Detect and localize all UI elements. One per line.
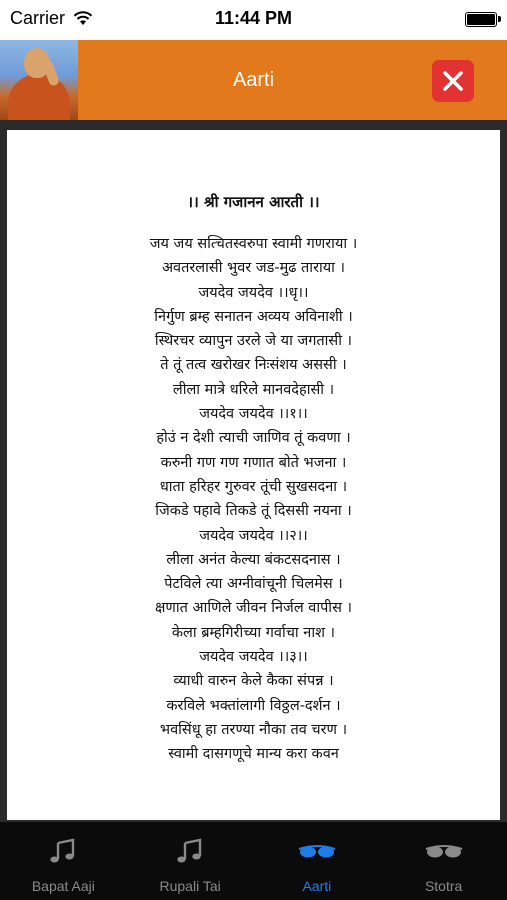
aarti-line: स्थिरचर व्यापुन उरले जे या जगतासी । [154,333,353,350]
tab-icon-wrap [380,836,507,866]
tab-bar [0,822,507,900]
aarti-line: ते तूं तत्व खरोखर निःसंशय अससी । [160,357,347,374]
tab-rupali-tai[interactable] [127,822,254,900]
tab-icon-wrap [127,836,254,866]
aarti-line: क्षणात आणिले जीवन निर्जल वापीस । [155,600,352,617]
aarti-line: पेटविले त्या अग्नीवांचूनी चिलमेस । [164,576,343,593]
glasses-icon [424,841,464,861]
music-note-icon [48,836,78,866]
aarti-line: व्याधी वारुन केले कैका संपन्न । [173,673,334,690]
glasses-icon [297,841,337,861]
aarti-line: होउं न देशी त्याची जाणिव तूं कवणा । [156,430,351,447]
aarti-line: जिकडे पहावे तिकडे तूं दिससी नयना । [155,503,352,520]
aarti-line: जयदेव जयदेव ।।२।। [199,527,308,544]
aarti-line: लीला मात्रे धरिले मानवदेहासी । [172,381,335,398]
status-bar [0,0,507,40]
tab-icon-wrap [254,836,381,866]
aarti-line: लीला अनंत केल्या बंकटसदनास । [166,551,341,568]
tab-icon-wrap [0,836,127,866]
aarti-line: भवसिंधू हा तरण्या नौका तव चरण । [159,721,348,738]
aarti-line: केला ब्रम्हगिरीच्या गर्वाचा नाश । [171,624,336,641]
nav-bar [0,40,507,120]
close-icon [441,69,465,93]
aarti-line: धाता हरिहर गुरुवर तूंची सुखसदना । [159,478,348,495]
tab-label: Stotra [424,878,463,894]
aarti-line: निर्गुण ब्रम्ह सनातन अव्यय अविनाशी । [154,308,353,325]
aarti-line: जयदेव जयदेव ।।३।। [199,649,308,666]
aarti-line: स्वामी दासगणूचे मान्य करा कवन [168,746,339,763]
carrier-label: Carrier [10,8,66,28]
status-time: 11:44 PM [214,8,293,28]
aarti-lines [7,232,500,767]
music-note-icon [175,836,205,866]
aarti-line: अवतरलासी भुवर जड-मुढ ताराया । [161,260,346,277]
close-button[interactable] [432,60,474,102]
aarti-line: करविले भक्तांलागी विठ्ठल-दर्शन । [166,697,341,714]
aarti-line: जय जय सत्चितस्वरुपा स्वामी गणराया । [149,236,358,252]
page-title: Aarti [232,69,275,91]
aarti-line: जयदेव जयदेव ।।धृ।। [198,284,309,301]
aarti-content[interactable] [7,130,500,820]
tab-label: Rupali Tai [159,878,221,894]
aarti-line: करुनी गण गण गणात बोते भजना । [160,454,347,471]
aarti-title: ।। श्री गजानन आरती ।। [187,193,320,211]
tab-stotra[interactable] [380,822,507,900]
aarti-line: जयदेव जयदेव ।।१।। [199,406,308,423]
tab-aarti[interactable] [254,822,381,900]
tab-bapat-aaji[interactable] [0,822,127,900]
tab-label: Aarti [302,878,332,894]
battery-icon [465,12,497,27]
tab-label: Bapat Aaji [31,878,95,894]
